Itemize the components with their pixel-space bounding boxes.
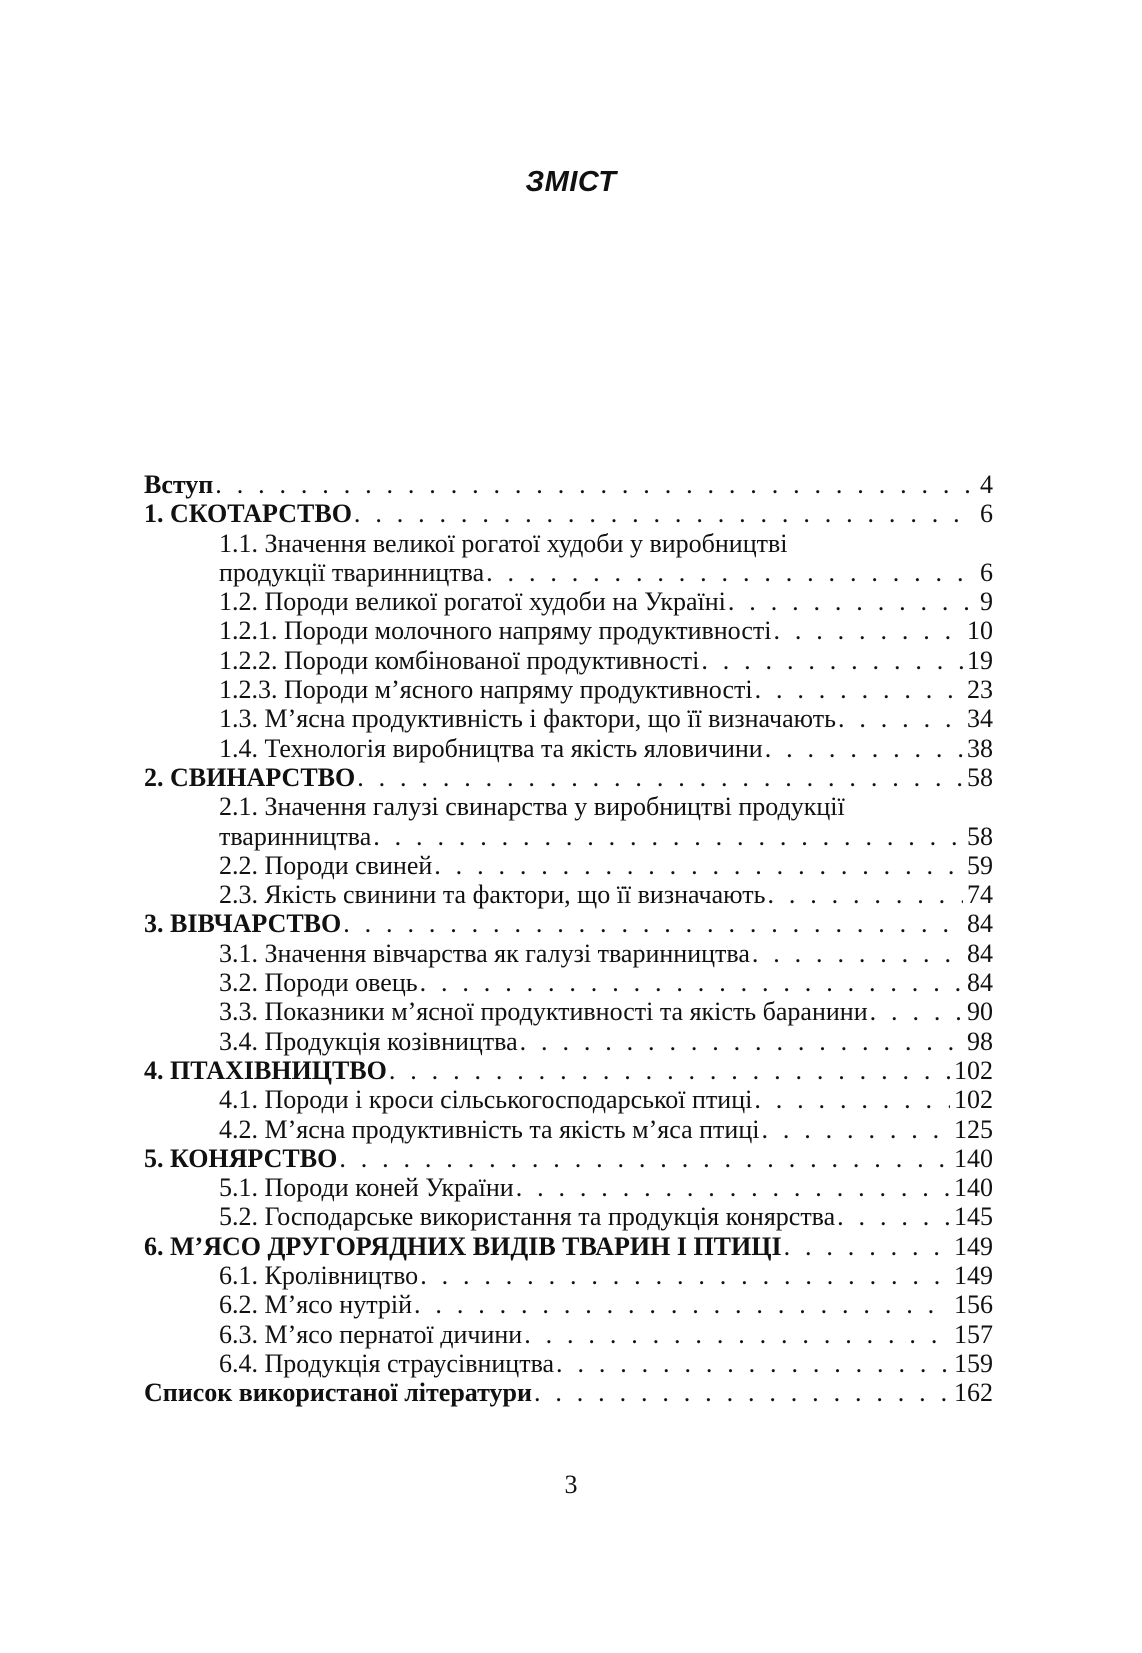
toc-page-number: 6: [980, 557, 993, 587]
dot-leader: [412, 1290, 950, 1319]
toc-subsection-entry[interactable]: [144, 558, 993, 587]
toc-section-entry[interactable]: [144, 763, 993, 792]
toc-entry-label: 1. СКОТАРСТВО: [144, 499, 352, 529]
toc-page-number: 140: [954, 1143, 993, 1173]
toc-subsection-entry[interactable]: [144, 997, 993, 1026]
toc-page-number: 125: [954, 1114, 993, 1144]
toc-entry-label: 6.2. М’ясо нутрій: [219, 1290, 413, 1320]
toc-section-entry[interactable]: [144, 499, 993, 528]
dot-leader: [387, 1056, 950, 1085]
dot-leader: [352, 499, 976, 528]
dot-leader: [371, 822, 963, 851]
toc-section-entry[interactable]: [144, 1232, 993, 1261]
table-of-contents: [144, 470, 993, 1408]
toc-entry-label: 1.2.3. Породи м’ясного напряму продуктивності: [219, 675, 753, 705]
toc-page-number: 9: [980, 587, 993, 617]
toc-page-number: 84: [967, 909, 993, 939]
toc-page-number: 59: [967, 850, 993, 880]
toc-subsection-entry[interactable]: [144, 1085, 993, 1114]
toc-subsection-entry[interactable]: [144, 1115, 993, 1144]
dot-leader: [750, 939, 963, 968]
dot-leader: [726, 587, 976, 616]
dot-leader: [418, 968, 963, 997]
toc-page-number: 84: [967, 968, 993, 998]
toc-subsection-entry[interactable]: [144, 1320, 993, 1349]
toc-page-number: 10: [967, 616, 993, 646]
toc-subsection-entry[interactable]: [144, 822, 993, 851]
toc-entry-label: 2.1. Значення галузі свинарства у виробництві продукції: [219, 792, 845, 822]
dot-leader: [782, 1232, 950, 1261]
toc-entry-label: 5.2. Господарське використання та продукція конярства: [219, 1202, 836, 1232]
toc-section-entry[interactable]: [144, 470, 993, 499]
toc-page-number: 74: [967, 880, 993, 910]
toc-page-number: 58: [967, 821, 993, 851]
toc-entry-label: 6.4. Продукція страусівництва: [219, 1348, 555, 1378]
toc-entry-line: [144, 529, 993, 558]
toc-subsection-entry[interactable]: [144, 704, 993, 733]
toc-entry-label: 1.1. Значення великої рогатої худоби у виробництві: [219, 528, 788, 558]
toc-entry-label: 4. ПТАХІВНИЦТВО: [144, 1055, 387, 1085]
toc-subsection-entry[interactable]: [144, 1173, 993, 1202]
toc-entry-label: 4.1. Породи і кроси сільськогосподарської птиці: [219, 1085, 753, 1115]
dot-leader: [418, 1261, 950, 1290]
toc-entry-label: Список використаної літератури: [144, 1378, 532, 1408]
dot-leader: [868, 997, 963, 1026]
page-number: 3: [564, 1470, 578, 1499]
toc-subsection-entry[interactable]: [144, 880, 993, 909]
dot-leader: [765, 880, 963, 909]
toc-subsection-entry[interactable]: [144, 675, 993, 704]
toc-subsection-entry[interactable]: [144, 734, 993, 763]
dot-leader: [337, 1144, 950, 1173]
toc-entry-label: 5. КОНЯРСТВО: [144, 1143, 338, 1173]
dot-leader: [753, 675, 963, 704]
toc-page-number: 58: [967, 762, 993, 792]
dot-leader: [752, 1085, 950, 1114]
toc-page-number: 4: [980, 470, 993, 499]
toc-page-number: 90: [967, 997, 993, 1027]
dot-leader: [341, 909, 963, 938]
toc-entry-label: 3.3. Показники м’ясної продуктивності та якість баранини: [219, 997, 868, 1027]
toc-subsection-entry[interactable]: [144, 1261, 993, 1290]
toc-subsection-entry[interactable]: [144, 616, 993, 645]
toc-page-number: 159: [954, 1348, 993, 1378]
toc-page-number: 102: [954, 1055, 993, 1085]
toc-page-number: 149: [954, 1261, 993, 1291]
toc-subsection-entry[interactable]: [144, 1027, 993, 1056]
toc-entry-label: 6.1. Кролівництво: [219, 1261, 419, 1291]
dot-leader: [835, 1202, 950, 1231]
toc-subsection-entry[interactable]: [144, 851, 993, 880]
toc-subsection-entry[interactable]: [144, 1349, 993, 1378]
toc-page-number: 23: [967, 675, 993, 705]
toc-subsection-entry[interactable]: [144, 968, 993, 997]
toc-entry-label: 2. СВИНАРСТВО: [144, 762, 356, 792]
toc-section-entry[interactable]: [144, 1378, 993, 1407]
toc-entry-label: 1.4. Технологія виробництва та якість яловичини: [219, 733, 763, 763]
toc-subsection-entry[interactable]: [144, 646, 993, 675]
toc-entry-label: 1.2. Породи великої рогатої худоби на Україні: [219, 587, 726, 617]
toc-page-number: 98: [967, 1026, 993, 1056]
toc-entry-label: 2.3. Якість свинини та фактори, що її визначають: [219, 880, 766, 910]
toc-page-number: 162: [954, 1378, 993, 1408]
dot-leader: [355, 763, 963, 792]
dot-leader: [532, 1378, 950, 1407]
toc-page-number: 145: [954, 1202, 993, 1232]
toc-page-number: 38: [967, 733, 993, 763]
toc-entry-label: продукції тваринництва: [219, 557, 485, 587]
toc-entry-label: 1.3. М’ясна продуктивність і фактори, що її визначають: [219, 704, 836, 734]
toc-entry-label: 6. М’ЯСО ДРУГОРЯДНИХ ВИДІВ ТВАРИН І ПТИЦІ: [144, 1231, 782, 1261]
toc-page-number: 157: [954, 1319, 993, 1349]
toc-subsection-entry[interactable]: [144, 939, 993, 968]
toc-entry-label: тваринництва: [219, 821, 372, 851]
toc-page-number: 156: [954, 1290, 993, 1320]
toc-page-number: 19: [967, 645, 993, 675]
dot-leader: [484, 558, 976, 587]
toc-entry-label: 1.2.1. Породи молочного напряму продуктивності: [219, 616, 772, 646]
toc-entry-label: 4.2. М’ясна продуктивність та якість м’яса птиці: [219, 1114, 760, 1144]
toc-page-number: 102: [954, 1085, 993, 1115]
page-title: ЗМІСТ: [525, 166, 617, 198]
dot-leader: [836, 704, 963, 733]
toc-page-number: 34: [967, 704, 993, 734]
toc-entry-label: 5.1. Породи коней України: [219, 1173, 514, 1203]
dot-leader: [213, 470, 976, 499]
dot-leader: [518, 1027, 963, 1056]
toc-page-number: 149: [954, 1231, 993, 1261]
toc-page-number: 140: [954, 1173, 993, 1203]
dot-leader: [554, 1349, 950, 1378]
toc-section-entry[interactable]: [144, 1056, 993, 1085]
dot-leader: [771, 616, 963, 645]
toc-entry-line: [144, 792, 993, 821]
toc-subsection-entry[interactable]: [144, 1290, 993, 1319]
toc-entry-label: 3. ВІВЧАРСТВО: [144, 909, 342, 939]
toc-section-entry[interactable]: [144, 1144, 993, 1173]
dot-leader: [432, 851, 963, 880]
toc-subsection-entry[interactable]: [144, 587, 993, 616]
toc-page-number: 84: [967, 938, 993, 968]
toc-subsection-entry[interactable]: [144, 1202, 993, 1231]
dot-leader: [759, 1115, 950, 1144]
dot-leader: [514, 1173, 950, 1202]
dot-leader: [763, 734, 963, 763]
toc-section-entry[interactable]: [144, 909, 993, 938]
toc-entry-label: 3.1. Значення вівчарства як галузі тваринництва: [219, 938, 750, 968]
toc-entry-label: 1.2.2. Породи комбінованої продуктивності: [219, 645, 700, 675]
dot-leader: [699, 646, 963, 675]
toc-entry-label: 3.2. Породи овець: [219, 968, 418, 998]
toc-entry-label: 3.4. Продукція козівництва: [219, 1026, 518, 1056]
toc-entry-label: 6.3. М’ясо пернатої дичини: [219, 1319, 523, 1349]
toc-entry-label: 2.2. Породи свиней: [219, 850, 433, 880]
toc-page-number: 6: [980, 499, 993, 529]
toc-entry-label: Вступ: [144, 470, 214, 499]
dot-leader: [522, 1320, 950, 1349]
